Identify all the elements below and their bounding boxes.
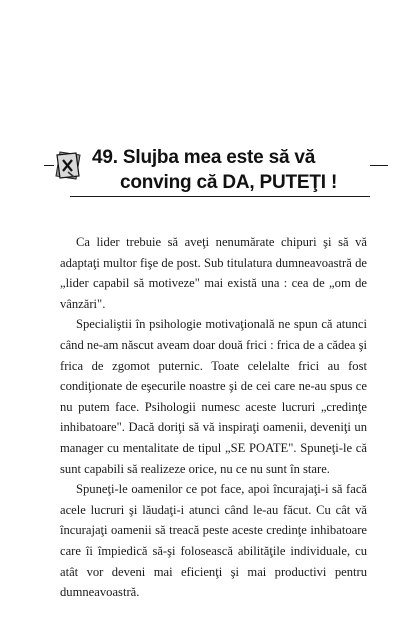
header-rule-bottom — [70, 196, 370, 197]
paragraph: Specialiştii în psihologie motivaţională ne spun că atunci când ne-am născut aveam doar două frici : frica de a cădea şi frica de zgomot puternic. Toate celelalte frici au fost condiţionate de eşecurile noastre şi de cei care ne-au spus ce nu putem face. Psihologii numesc aceste lucruri „credinţe inhibatoare". Dacă doriţi să vă inspiraţi oamenii, deveniţi un manager cu mentalitate de tipul „SE POATE". Spuneţi-le că sunt capabili să realizeze orice, nu ce nu sunt în stare. — [60, 317, 367, 476]
chapter-title-line2: conving că DA, PUTEŢI ! — [120, 172, 338, 193]
header-rule-left — [44, 165, 54, 166]
chapter-marker-icon — [54, 150, 82, 180]
chapter-header — [44, 140, 370, 204]
paragraph: Ca lider trebuie să aveţi nenumărate chipuri şi să vă adaptaţi multor fişe de post. Sub titulatura dumneavoastră de „lider capabil să motiveze" mai există una : cea de „om de vânzări". — [60, 235, 367, 311]
body-text — [60, 232, 367, 603]
chapter-title-line1: 49. Slujba mea este să vă — [92, 147, 316, 168]
paragraph: Spuneţi-le oamenilor ce pot face, apoi încurajaţi-i să facă acele lucruri şi lăudaţi-i atunci când le-au făcut. Cu cât vă încurajaţi oamenii să treacă peste aceste credinţe inhibatoare care îi împiedică să-şi folosească abilităţile individuale, cu atât vor deveni mai eficienţi şi mai productivi pentru dumneavoastră. — [60, 482, 367, 600]
header-rule-right — [370, 165, 388, 166]
